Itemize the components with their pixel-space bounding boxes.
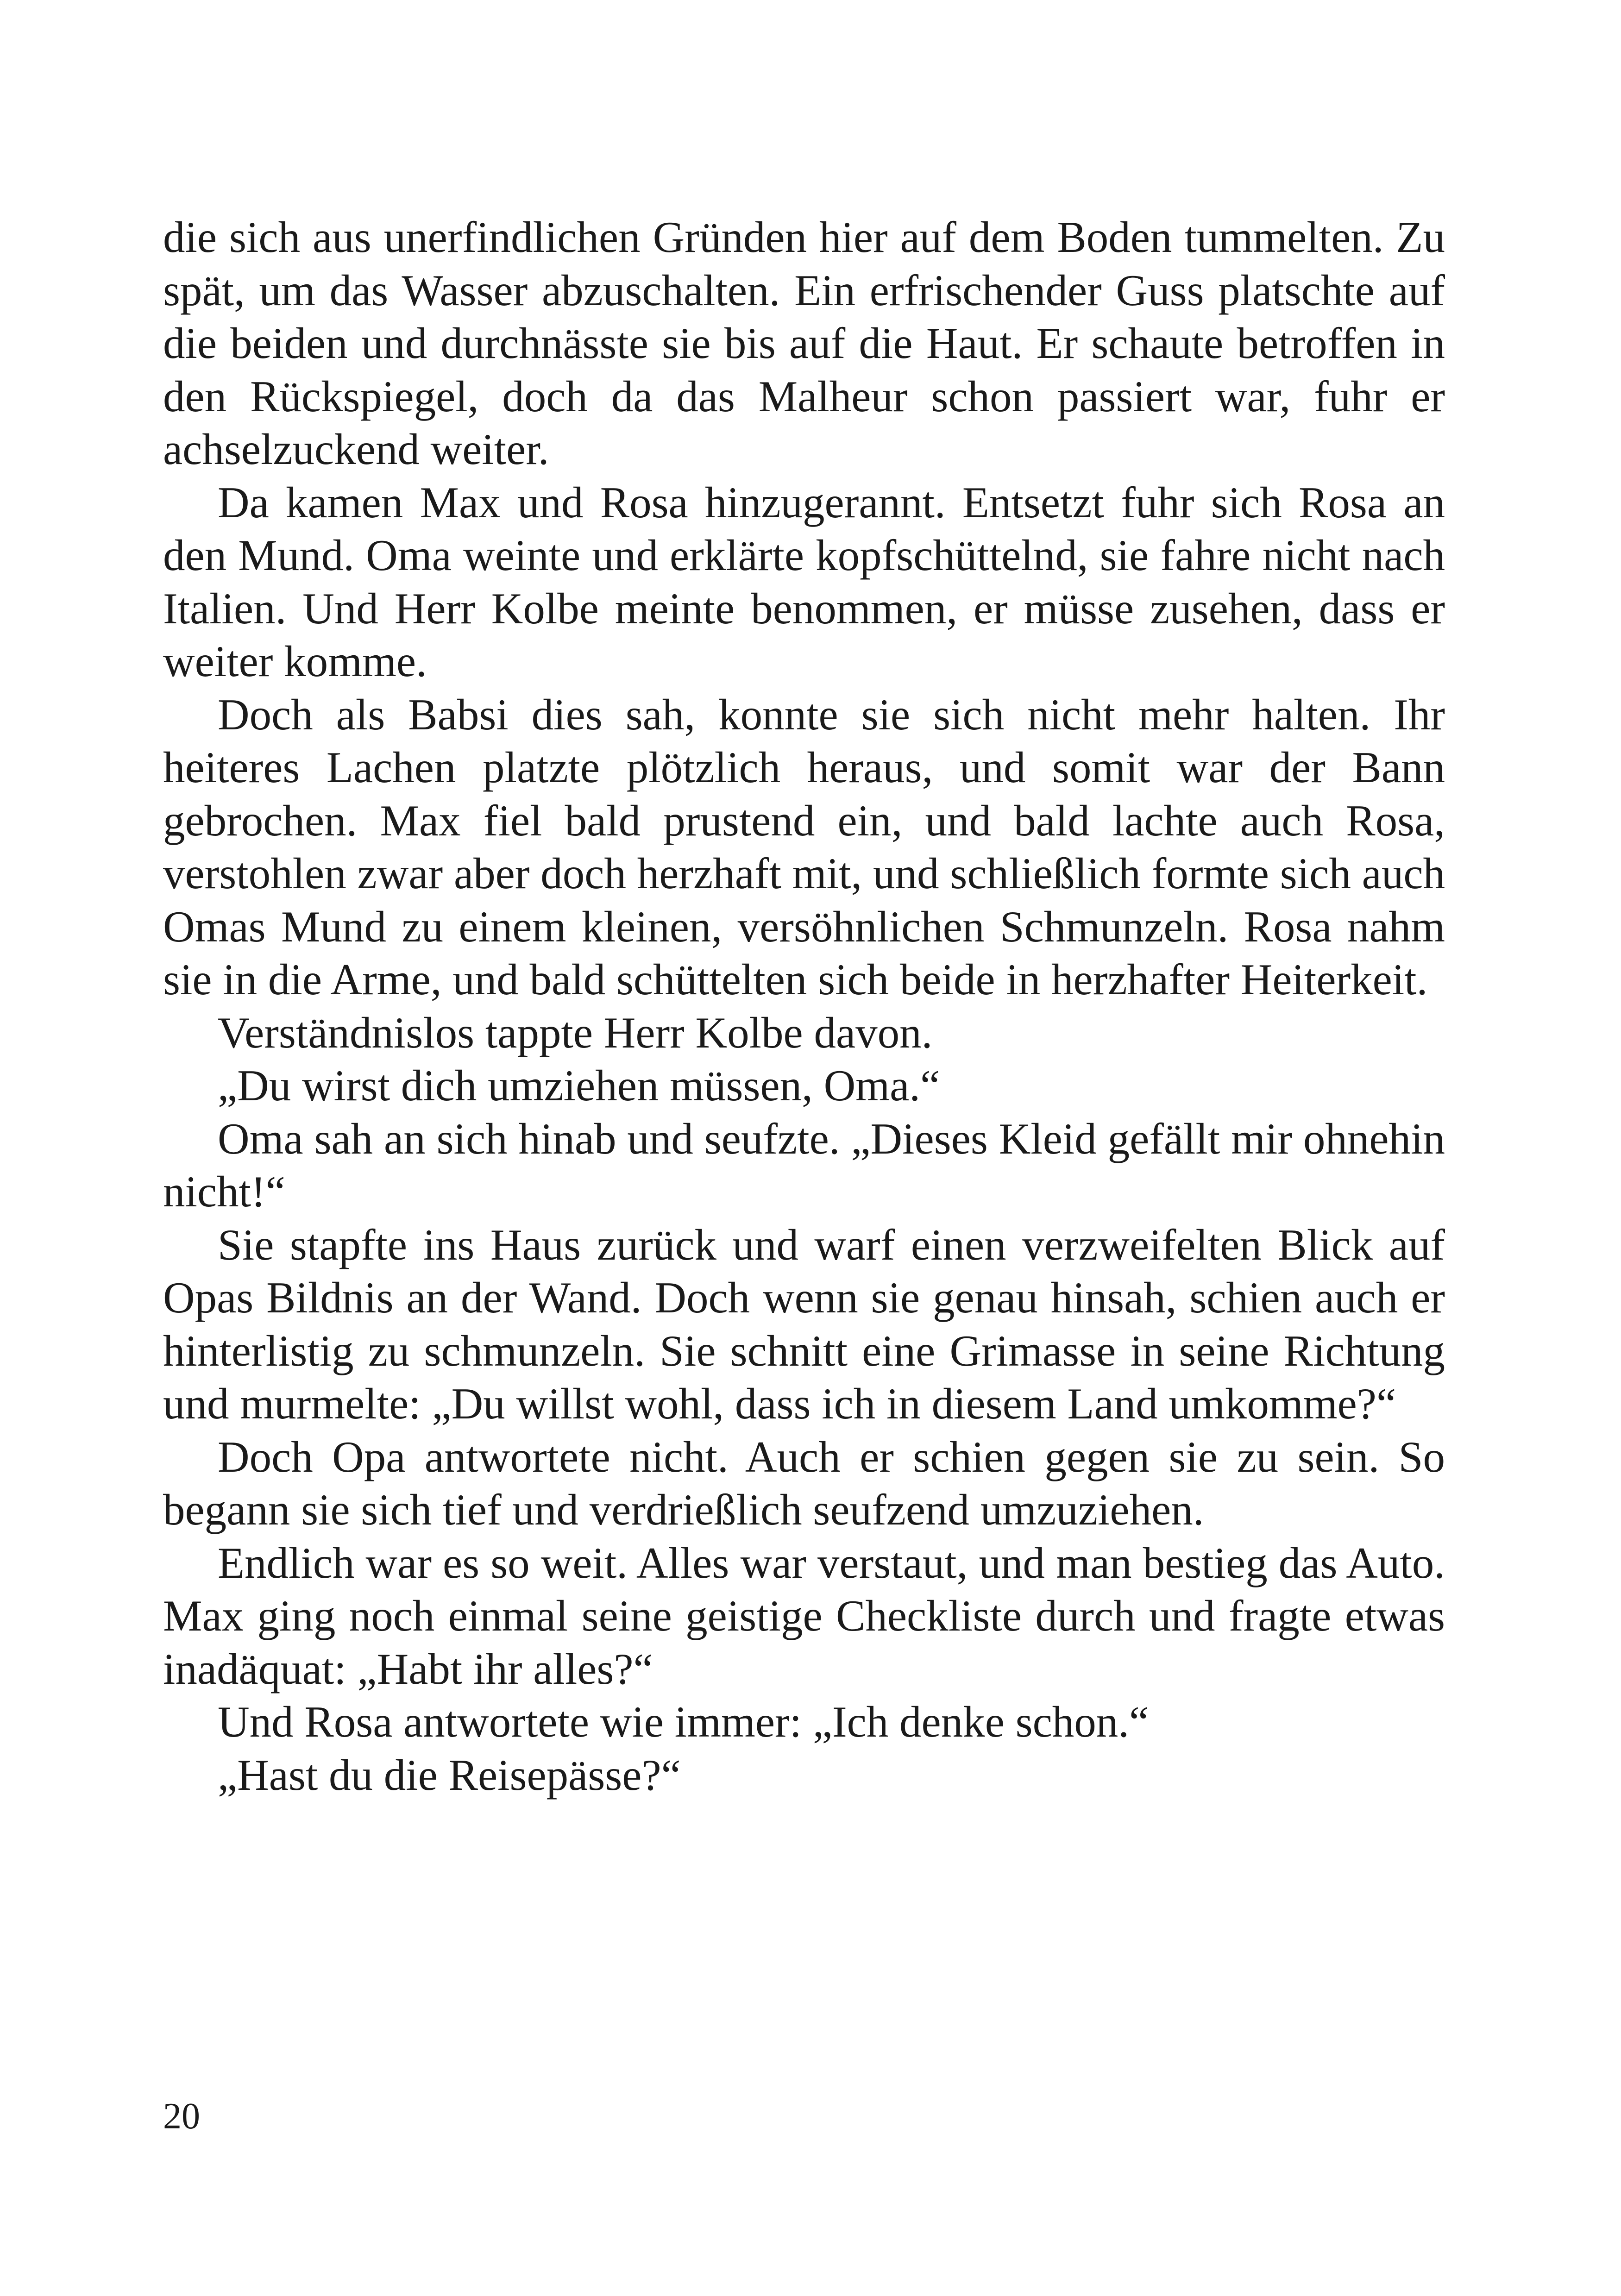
paragraph: Sie stapfte ins Haus zurück und warf einen verzweifelten Blick auf Opas Bildnis an der Wand. Doch wenn sie genau hinsah, schien auch er hinterlistig zu schmunzeln. Sie schnitt eine Grimasse in seine Richtung und murmelte: „Du willst wohl, dass ich in diesem Land umkomme?“ [163,1220,1445,1428]
paragraph: Doch als Babsi dies sah, konnte sie sich nicht mehr halten. Ihr heiteres Lachen platzte plötzlich heraus, und somit war der Bann gebrochen. Max fiel bald prustend ein, und bald lachte auch Rosa, verstohlen zwar aber doch herzhaft mit, und schließlich formte sich auch Omas Mund zu einem kleinen, versöhnlichen Schmunzeln. Rosa nahm sie in die Arme, und bald schüttelten sich beide in herzhafter Heiterkeit. [163,690,1445,1004]
paragraph: Endlich war es so weit. Alles war verstaut, und man bestieg das Auto. Max ging noch einmal seine geistige Checkliste durch und fragte etwas inadäquat: „Habt ihr alles?“ [163,1538,1445,1694]
paragraph: „Hast du die Reisepässe?“ [218,1750,681,1800]
paragraph: Da kamen Max und Rosa hinzugerannt. Entsetzt fuhr sich Rosa an den Mund. Oma weinte und erklärte kopfschüttelnd, sie fahre nicht nach Italien. Und Herr Kolbe meinte benommen, er müsse zusehen, dass er weiter komme. [163,477,1445,686]
body-text [163,211,1445,1801]
page-number: 20 [163,2096,200,2137]
paragraph: Verständnislos tappte Herr Kolbe davon. [218,1008,933,1057]
paragraph: die sich aus unerfindlichen Gründen hier auf dem Boden tummelten. Zu spät, um das Wasser abzuschalten. Ein erfrischender Guss platschte auf die beiden und durchnässte sie bis auf die Haut. Er schaute betroffen in den Rückspiegel, doch da das Malheur schon passiert war, fuhr er achselzuckend weiter. [163,213,1445,474]
paragraph: „Du wirst dich umziehen müssen, Oma.“ [218,1061,940,1110]
paragraph: Und Rosa antwortete wie immer: „Ich denke schon.“ [218,1697,1149,1746]
paragraph: Doch Opa antwortete nicht. Auch er schien gegen sie zu sein. So begann sie sich tief und verdrießlich seufzend umzuziehen. [163,1432,1445,1534]
paragraph: Oma sah an sich hinab und seufzte. „Dieses Kleid gefällt mir ohnehin nicht!“ [163,1114,1445,1216]
